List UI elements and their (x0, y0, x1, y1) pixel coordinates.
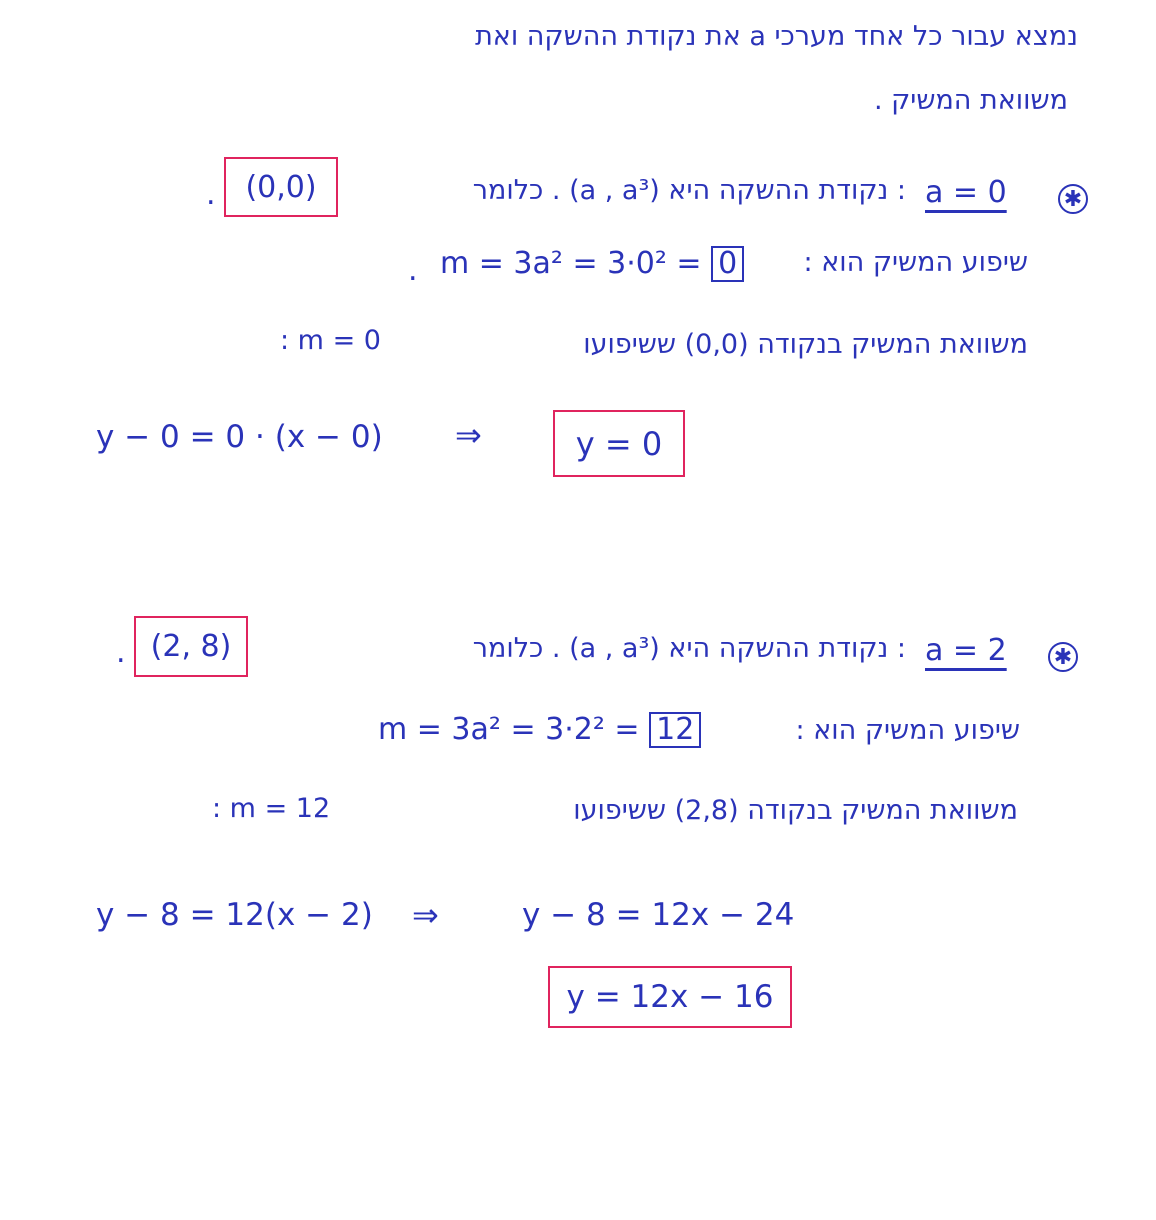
case1-tangent-m: : m = 0 (280, 325, 381, 356)
case2-slope-formula (378, 712, 701, 748)
case1-equation: y − 0 = 0 · (x − 0) (96, 419, 383, 455)
case1-arrow-icon: ⇒ (455, 416, 482, 454)
case1-label: a = 0 (925, 175, 1007, 210)
case2-point-box: (2, 8) (134, 616, 248, 677)
case2-point-text: : נקודת ההשקה היא (a , a³) . כלומר (472, 633, 906, 664)
case1-slope-formula (440, 246, 744, 282)
case1-slope-text: שיפוע המשיק הוא : (803, 247, 1028, 278)
case2-equation-2: y − 8 = 12x − 24 (522, 897, 795, 933)
case1-point-box: (0,0) (224, 157, 338, 217)
case1-result-box: y = 0 (553, 410, 685, 477)
case1-slope-formula-text: m = 3a² = 3·0² = (440, 246, 702, 281)
case2-label: a = 2 (925, 633, 1007, 668)
case2-result-box: y = 12x − 16 (548, 966, 792, 1028)
case2-tangent-m: : m = 12 (212, 793, 331, 824)
case2-tangent-text: משוואת המשיק בנקודה (2,8) ששיפועו (573, 795, 1018, 826)
case1-slope-period: . (408, 253, 418, 288)
case1-point-period: . (206, 177, 216, 212)
case1-tangent-text: משוואת המשיק בנקודה (0,0) ששיפועו (583, 329, 1028, 360)
intro-line-1: נמצא עבור כל אחד מערכי a את נקודת ההשקה ואת (475, 21, 1078, 52)
case2-point-period: . (116, 635, 126, 670)
asterisk-icon: ✱ (1058, 184, 1088, 214)
case2-slope-value: 12 (649, 712, 701, 748)
asterisk-icon: ✱ (1048, 642, 1078, 672)
case1-point-text: : נקודת ההשקה היא (a , a³) . כלומר (472, 175, 906, 206)
case2-slope-formula-text: m = 3a² = 3·2² = (378, 712, 640, 747)
case1-slope-value: 0 (711, 246, 744, 282)
case2-slope-text: שיפוע המשיק הוא : (795, 715, 1020, 746)
case2-arrow-icon: ⇒ (412, 896, 439, 934)
case2-equation: y − 8 = 12(x − 2) (96, 897, 373, 933)
intro-line-2: משוואת המשיק . (873, 85, 1068, 116)
